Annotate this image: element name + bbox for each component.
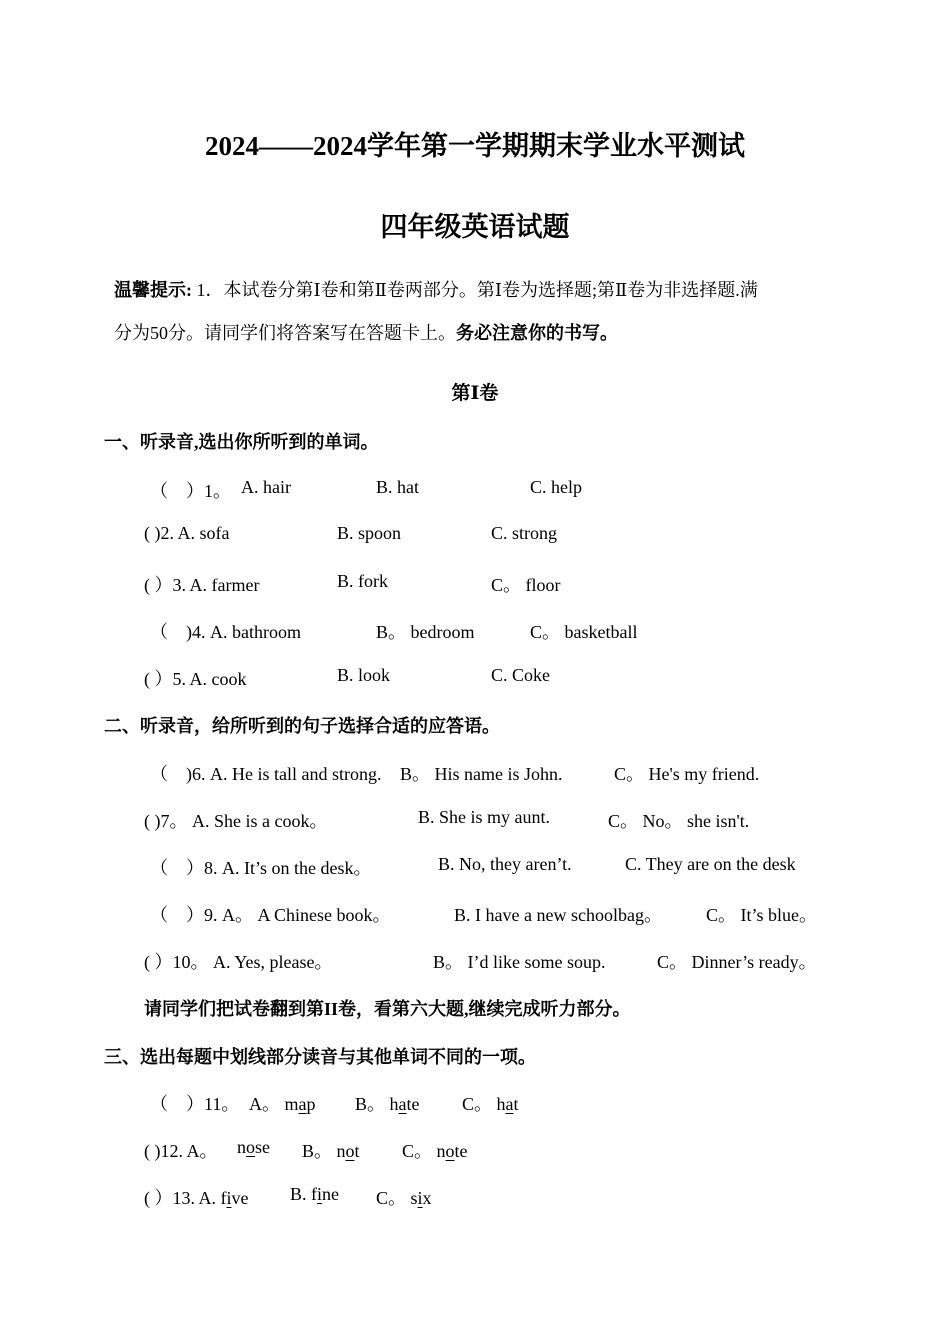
underlined-letters: a bbox=[298, 1094, 307, 1114]
underlined-letters: i bbox=[226, 1188, 232, 1208]
word-part: n bbox=[436, 1141, 446, 1161]
word-part: te bbox=[406, 1094, 420, 1114]
option-word bbox=[411, 1188, 432, 1208]
option-b: B. No, they aren’t. bbox=[438, 854, 572, 874]
option-b: B. hat bbox=[376, 477, 419, 497]
turn-page-note: 请同学们把试卷翻到第II卷，看第六大题,继续完成听力部分。 bbox=[144, 999, 631, 1019]
question-number: ( ）5. A. cook bbox=[144, 669, 247, 689]
question-number: ( )12. A。 bbox=[144, 1141, 218, 1161]
word-part: ve bbox=[231, 1188, 249, 1208]
option-b: B。 I’d like some soup. bbox=[433, 952, 606, 972]
option-a: A. hair bbox=[241, 477, 291, 497]
option-b: B. spoon bbox=[337, 523, 402, 543]
option-word bbox=[227, 1188, 249, 1208]
option-word bbox=[317, 1184, 339, 1204]
option-c: C。 Dinner’s ready。 bbox=[657, 952, 817, 972]
question-5 bbox=[0, 665, 950, 689]
option-c: C。 floor bbox=[491, 575, 561, 595]
word-part: s bbox=[410, 1188, 418, 1208]
question-2 bbox=[0, 523, 950, 547]
notice-line-2 bbox=[114, 319, 618, 345]
word-part: te bbox=[454, 1141, 468, 1161]
underlined-letters: i bbox=[317, 1184, 323, 1204]
option-c: C。 hat bbox=[462, 1094, 519, 1114]
option-word bbox=[237, 1137, 270, 1157]
option-b: B。 hate bbox=[355, 1094, 420, 1114]
word-part: m bbox=[284, 1094, 299, 1114]
option-c: C。 He's my friend. bbox=[614, 764, 760, 784]
option-c: C. Coke bbox=[491, 665, 551, 685]
question-9 bbox=[0, 901, 950, 925]
word-part: p bbox=[306, 1094, 316, 1114]
question-number: （ ）1。 bbox=[150, 481, 231, 501]
question-number-option-a: （ ）8. A. It’s on the desk。 bbox=[150, 858, 372, 878]
question-12 bbox=[0, 1137, 950, 1161]
notice-emphasis: 务必注意你的书写。 bbox=[456, 323, 618, 343]
question-number: （ ）11。 bbox=[150, 1094, 240, 1114]
option-b: B. fork bbox=[337, 571, 388, 591]
question-number: ( )2. A. sofa bbox=[144, 523, 230, 543]
exam-subtitle: 四年级英语试题 bbox=[380, 212, 570, 242]
question-8 bbox=[0, 854, 950, 878]
word-part: n bbox=[237, 1137, 246, 1157]
question-number-option-a: ( )7。 A. She is a cook。 bbox=[144, 811, 328, 831]
question-3 bbox=[0, 571, 950, 595]
question-number-option-a: （ ）9. A。 A Chinese book。 bbox=[150, 905, 391, 925]
section-2-heading: 二、听录音，给所听到的句子选择合适的应答语。 bbox=[104, 716, 500, 736]
notice-line-1 bbox=[114, 276, 758, 302]
option-word bbox=[497, 1094, 519, 1114]
option-b: B. She is my aunt. bbox=[418, 807, 551, 827]
option-c: C. help bbox=[530, 477, 582, 497]
question-number-option-a: （ )6. A. He is tall and strong. bbox=[150, 764, 382, 784]
notice-text-2: 分为50分。请同学们将答案写在答题卡上。 bbox=[114, 323, 456, 343]
underlined-letters: o bbox=[345, 1141, 355, 1161]
section-3-heading: 三、选出每题中划线部分读音与其他单词不同的一项。 bbox=[104, 1047, 536, 1067]
word-part: t bbox=[513, 1094, 519, 1114]
option-c: C。 note bbox=[402, 1141, 468, 1161]
option-word bbox=[337, 1141, 360, 1161]
question-1 bbox=[0, 477, 950, 501]
option-c: C. strong bbox=[491, 523, 558, 543]
question-11 bbox=[0, 1090, 950, 1114]
option-word bbox=[437, 1141, 468, 1161]
option-a bbox=[237, 1137, 270, 1158]
question-6 bbox=[0, 760, 950, 784]
word-part: h bbox=[496, 1094, 506, 1114]
word-part: x bbox=[422, 1188, 432, 1208]
question-4 bbox=[0, 618, 950, 642]
notice-label: 温馨提示: bbox=[114, 280, 192, 300]
word-part: h bbox=[389, 1094, 399, 1114]
option-b: B。 His name is John. bbox=[400, 764, 563, 784]
word-part: t bbox=[354, 1141, 360, 1161]
option-word bbox=[390, 1094, 420, 1114]
option-c: C。 basketball bbox=[530, 622, 638, 642]
option-word bbox=[285, 1094, 316, 1114]
question-number-option-a: ( ）13. A. five bbox=[144, 1188, 249, 1208]
word-part: n bbox=[336, 1141, 346, 1161]
underlined-letters: o bbox=[445, 1141, 455, 1161]
section-1-heading: 一、听录音,选出你所听到的单词。 bbox=[104, 432, 379, 452]
question-number-option-a: ( ）10。 A. Yes, please。 bbox=[144, 952, 333, 972]
underlined-letters: i bbox=[417, 1188, 423, 1208]
option-b: B. look bbox=[337, 665, 391, 685]
option-c: C。 No。 she isn't. bbox=[608, 811, 750, 831]
question-number: ( ）3. A. farmer bbox=[144, 575, 260, 595]
question-10 bbox=[0, 948, 950, 972]
underlined-letters: o bbox=[246, 1137, 255, 1157]
underlined-letters: a bbox=[505, 1094, 514, 1114]
option-b: B。 not bbox=[302, 1141, 360, 1161]
option-c: C. They are on the desk bbox=[625, 854, 796, 874]
word-part: ne bbox=[322, 1184, 340, 1204]
option-a: A。 map bbox=[249, 1094, 316, 1114]
option-c: C。 six bbox=[376, 1188, 432, 1208]
question-number: （ )4. A. bathroom bbox=[150, 622, 301, 642]
option-b: B. I have a new schoolbag。 bbox=[454, 905, 662, 925]
question-7 bbox=[0, 807, 950, 831]
exam-title: 2024——2024学年第一学期期末学业水平测试 bbox=[205, 131, 745, 161]
option-b: B. fine bbox=[290, 1184, 340, 1204]
notice-text-1: 1．本试卷分第Ⅰ卷和第Ⅱ卷两部分。第Ⅰ卷为选择题;第Ⅱ卷为非选择题.满 bbox=[192, 280, 758, 300]
underlined-letters: a bbox=[398, 1094, 407, 1114]
volume-title: 第Ⅰ卷 bbox=[451, 383, 499, 404]
question-13 bbox=[0, 1184, 950, 1208]
option-b: B。 bedroom bbox=[376, 622, 475, 642]
option-c: C。 It’s blue。 bbox=[706, 905, 817, 925]
word-part: se bbox=[255, 1137, 270, 1157]
